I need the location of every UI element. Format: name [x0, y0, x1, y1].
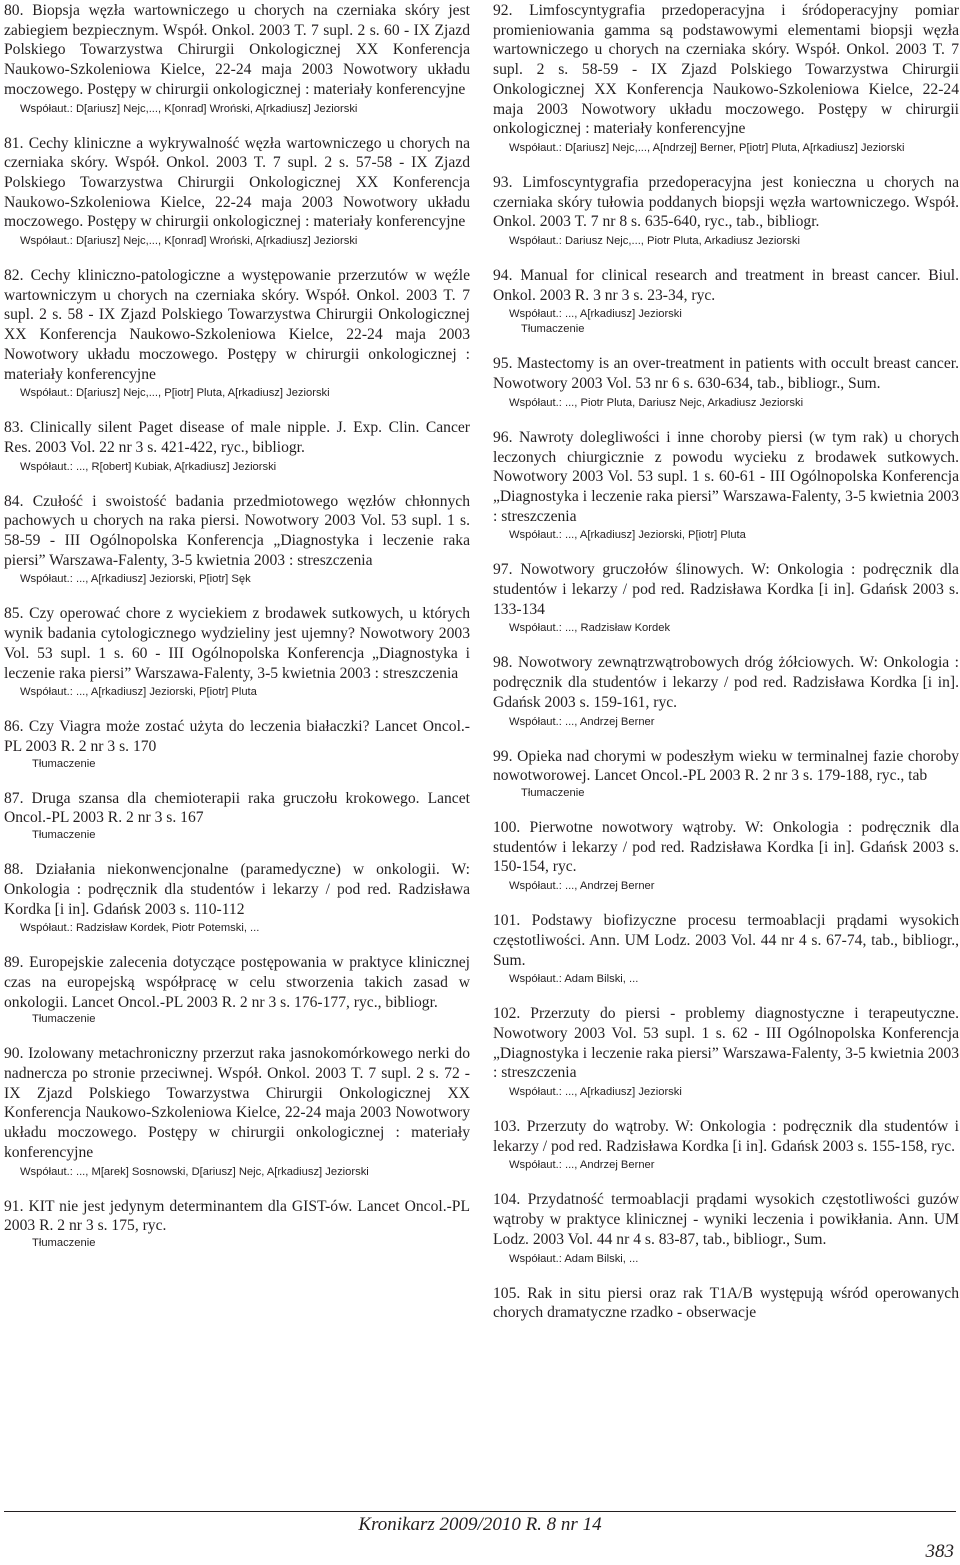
- entry-citation: Izolowany metachroniczny przerzut raka jasnokomórkowego nerki do nadnercza po stronie przeciwnej. Współ. Onkol. 2003 T. 7 supl. 2 s. 72 - IX Zjazd Polskiego Towarzystwa Chirurgii Onkologicznej XX Konferencja Naukowo-Szkoleniowa Kielce, 22-24 maja 2003 Nowotwory układu moczowego. Postępy w chirurgii onkologicznej : materiały konferencyjne: [4, 1045, 470, 1161]
- entry-citation: Limfoscyntygrafia przedoperacyjna i śródoperacyjny pomiar promieniowania gamma są podstawowymi elementami biopsji węzła wartowniczego u chorych na czerniaka skóry. Współ. Onkol. 2003 T. 7 supl. 2 s. 58-59 - IX Zjazd Polskiego Towarzystwa Chirurgii Onkologicznej XX Konferencja Naukowo-Szkoleniowa Kielce, 22-24 maja 2003 Nowotwory układu moczowego. Postępy w chirurgii onkologicznej : materiały konferencyjne: [493, 2, 959, 138]
- entry-number: 91.: [4, 1197, 24, 1215]
- entry-citation: KIT nie jest jedynym determinantem dla GIST-ów. Lancet Oncol.-PL 2003 R. 2 nr 3 s. 175, ryc.: [4, 1197, 470, 1235]
- bibliography-entry: [493, 560, 959, 636]
- bibliography-entry: [493, 354, 959, 410]
- entry-number: 94.: [493, 267, 513, 285]
- bibliography-entry: [4, 604, 470, 700]
- bibliography-entry: [493, 818, 959, 894]
- entry-coauthors: Współaut.: D[ariusz] Nejc,..., K[onrad] Wroński, A[rkadiusz] Jeziorski: [20, 102, 358, 115]
- entry-citation: Cechy kliniczne a wykrywalność węzła wartowniczego u chorych na czerniaka skóry. Współ. Onkol. 2003 T. 7 supl. 2 s. 57-58 - IX Zjazd Polskiego Towarzystwa Chirurgii Onkologicznej XX Konferencja Naukowo-Szkoleniowa Kielce, 22-24 maja 2003 Nowotwory układu moczowego. Postępy w chirurgii onkologicznej : materiały konferencyjne: [4, 134, 471, 231]
- entry-text: [493, 266, 959, 305]
- entry-text: [493, 911, 959, 970]
- entry-coauthors: Współaut.: ..., A[rkadiusz] Jeziorski, P[iotr] Pluta: [20, 686, 257, 699]
- entry-text: [4, 1044, 470, 1162]
- footer-title: Kronikarz 2009/2010 R. 8 nr 14: [358, 1514, 602, 1535]
- entry-note: Tłumaczenie: [521, 786, 585, 799]
- entry-citation: Działania niekonwencjonalne (paramedyczne) w onkologii. W: Onkologia : podręcznik dla studentów i lekarzy / pod red. Radzisława Kordka [i in]. Gdańsk 2003 s. 110-112: [4, 861, 470, 918]
- entry-coauthors: Współaut.: ..., Andrzej Berner: [509, 715, 655, 728]
- bibliography-entry: [493, 173, 959, 249]
- entry-text: [493, 653, 959, 712]
- entry-number: 84.: [4, 492, 24, 510]
- entry-number: 82.: [4, 267, 24, 285]
- entry-number: 98.: [493, 654, 513, 672]
- bibliography-entry: [4, 134, 470, 250]
- bibliography-entry: [493, 747, 959, 801]
- entry-citation: Nowotwory zewnątrzwątrobowych dróg żółciowych. W: Onkologia : podręcznik dla studentów i lekarzy / pod red. Radzisława Kordka [i in]. Gdańsk 2003 s. 159-161, ryc.: [493, 654, 959, 711]
- entry-number: 102.: [493, 1005, 521, 1023]
- entry-text: [4, 789, 470, 828]
- entry-coauthors: Współaut.: D[ariusz] Nejc,..., P[iotr] Pluta, A[rkadiusz] Jeziorski: [20, 387, 330, 400]
- bibliography-entry: [4, 1197, 470, 1251]
- bibliography-entry: [4, 492, 470, 588]
- entry-number: 95.: [493, 355, 513, 373]
- entry-citation: Przydatność termoablacji prądami wysokich częstotliwości guzów wątroby w praktyce klinicznej - wyniki leczenia i powikłania. Ann. UM Lodz. 2003 Vol. 44 nr 4 s. 83-87, tab., bibliogr., Sum.: [493, 1191, 959, 1248]
- entry-citation: Clinically silent Paget disease of male nipple. J. Exp. Clin. Cancer Res. 2003 Vol. 22 nr 3 s. 421-422, ryc., bibliogr.: [4, 419, 470, 456]
- entry-number: 87.: [4, 789, 24, 807]
- entry-text: [4, 1, 470, 100]
- entry-citation: Europejskie zalecenia dotyczące postępowania w praktyce klinicznej czas na europejską współpracę w celu stworzenia takich zasad w onkologii. Lancet Oncol.-PL 2003 R. 2 nr 3 s. 176-177, ryc., bibliogr.: [4, 954, 471, 1011]
- entry-citation: Rak in situ piersi oraz rak T1A/B występują wśród operowanych chorych dramatyczne rzadko - obserwacje: [493, 1284, 959, 1322]
- entry-text: [4, 134, 470, 233]
- entry-text: [493, 1190, 959, 1249]
- entry-number: 100.: [493, 818, 521, 836]
- entry-number: 86.: [4, 718, 24, 736]
- bibliography-entry: [4, 860, 470, 936]
- entry-citation: Limfoscyntygrafia przedoperacyjna jest konieczna u chorych na czerniaka skóry tułowia poddanych biopsji węzła wartowniczego. Współ. Onkol. 2003 T. 7 nr 8 s. 635-640, ryc., tab., bibliogr.: [493, 173, 960, 231]
- entry-coauthors: Współaut.: D[ariusz] Nejc,..., A[ndrzej] Berner, P[iotr] Pluta, A[rkadiusz] Jeziorski: [509, 141, 905, 154]
- entry-number: 85.: [4, 605, 24, 623]
- entry-coauthors: Współaut.: ..., Piotr Pluta, Dariusz Nejc, Arkadiusz Jeziorski: [509, 396, 804, 409]
- entry-text: [493, 747, 959, 786]
- bibliography-entry: [4, 717, 470, 771]
- entry-text: [4, 266, 470, 384]
- bibliography-entry: [493, 653, 959, 729]
- entry-text: [493, 354, 959, 393]
- entry-citation: Przerzuty do piersi - problemy diagnostyczne i terapeutyczne. Nowotwory 2003 Vol. 53 supl. 1 s. 62 - III Ogólnopolska Konferencja „Diagnostyka i leczenie raka piersi” Warszawa-Falenty, 3-5 kwietnia 2003 : streszczenia: [493, 1005, 959, 1082]
- entry-text: [4, 1197, 470, 1236]
- bibliography-entry: [4, 266, 470, 401]
- entry-citation: Manual for clinical research and treatment in breast cancer. Biul. Onkol. 2003 R. 3 nr 3 s. 23-34, ryc.: [493, 267, 959, 304]
- entry-coauthors: Współaut.: ..., M[arek] Sosnowski, D[ariusz] Nejc, A[rkadiusz] Jeziorski: [20, 1165, 369, 1178]
- entry-citation: Pierwotne nowotwory wątroby. W: Onkologia : podręcznik dla studentów i lekarzy / pod red. Radzisława Kordka [i in]. Gdańsk 2003 s. 150-154, ryc.: [493, 818, 959, 876]
- entry-number: 89.: [4, 954, 24, 972]
- bibliography-entry: [493, 1117, 959, 1173]
- bibliography-entry: [493, 1004, 959, 1100]
- entry-text: [4, 953, 470, 1012]
- left-column: [4, 1, 470, 1268]
- entry-number: 80.: [4, 2, 24, 19]
- entry-citation: Cechy kliniczno-patologiczne a występowanie przerzutów w węźle wartowniczym u chorych na czerniaka skóry. Współ. Onkol. 2003 T. 7 supl. 2 s. 58 - IX Zjazd Polskiego Towarzystwa Chirurgii Onkologicznej XX Konferencja Naukowo-Szkoleniowa Kielce, 22-24 maja 2003 Nowotwory układu moczowego. Postępy w chirurgii onkologicznej : materiały konferencyjne: [4, 267, 471, 383]
- entry-coauthors: Współaut.: Radzisław Kordek, Piotr Potemski, ...: [20, 922, 260, 935]
- entry-citation: Mastectomy is an over-treatment in patients with occult breast cancer. Nowotwory 2003 Vol. 53 nr 6 s. 630-634, tab., bibliogr., Sum.: [493, 355, 959, 393]
- bibliography-entry: [4, 789, 470, 843]
- entry-citation: Nowotwory gruczołów ślinowych. W: Onkologia : podręcznik dla studentów i lekarzy / pod red. Radzisława Kordka [i in]. Gdańsk 2003 s. 133-134: [493, 561, 959, 618]
- entry-coauthors: Współaut.: ..., R[obert] Kubiak, A[rkadiusz] Jeziorski: [20, 460, 277, 473]
- entry-text: [4, 418, 470, 457]
- right-column: [493, 1, 959, 1340]
- entry-text: [493, 818, 959, 877]
- entry-coauthors: Współaut.: ..., A[rkadiusz] Jeziorski: [509, 1086, 682, 1099]
- entry-number: 103.: [493, 1118, 521, 1136]
- entry-coauthors: Współaut.: ..., Andrzej Berner: [509, 880, 655, 893]
- entry-text: [493, 173, 959, 232]
- entry-number: 104.: [493, 1191, 521, 1209]
- entry-number: 83.: [4, 419, 24, 437]
- entry-text: [493, 428, 959, 527]
- entry-number: 96.: [493, 428, 513, 446]
- entry-number: 81.: [4, 134, 24, 152]
- entry-citation: Czy Viagra może zostać użyta do leczenia białaczki? Lancet Oncol.-PL 2003 R. 2 nr 3 s. 170: [4, 718, 470, 755]
- entry-number: 92.: [493, 2, 513, 19]
- entry-citation: Druga szansa dla chemioterapii raka gruczołu krokowego. Lancet Oncol.-PL 2003 R. 2 nr 3 s. 167: [4, 789, 470, 827]
- entry-note: Tłumaczenie: [32, 829, 96, 842]
- entry-citation: Nawroty dolegliwości i inne choroby piersi (w tym rak) u chorych leczonych chiurgicznie z powodu wycieku z brodawek sutkowych. Nowotwory 2003 Vol. 53 supl. 1 s. 60-61 - III Ogólnopolska Konferencja „Diagnostyka i leczenie raka piersi” Warszawa-Falenty, 3-5 kwietnia 2003 : streszczenia: [493, 428, 959, 525]
- bibliography-entry: [493, 266, 959, 337]
- entry-text: [493, 560, 959, 619]
- entry-text: [4, 604, 470, 683]
- entry-number: 90.: [4, 1045, 24, 1063]
- page-number: 383: [925, 1541, 954, 1562]
- entry-text: [493, 1, 959, 139]
- entry-text: [4, 492, 470, 571]
- bibliography-entry: [493, 1, 959, 156]
- bibliography-entry: [493, 1190, 959, 1266]
- entry-text: [4, 860, 470, 919]
- entry-citation: Przerzuty do wątroby. W: Onkologia : podręcznik dla studentów i lekarzy / pod red. Radzisława Kordka [i in]. Gdańsk 2003 s. 155-158, ryc.: [493, 1118, 959, 1155]
- entry-coauthors: Współaut.: Dariusz Nejc,..., Piotr Pluta, Arkadiusz Jeziorski: [509, 235, 800, 248]
- entry-coauthors: Współaut.: ..., A[rkadiusz] Jeziorski, P[iotr] Pluta: [509, 529, 746, 542]
- entry-coauthors: Współaut.: Adam Bilski, ...: [509, 1252, 639, 1265]
- entry-citation: Opieka nad chorymi w podeszłym wieku w terminalnej fazie choroby nowotworowej. Lancet Oncol.-PL 2003 R. 2 nr 3 s. 179-188, ryc., tab: [493, 747, 959, 785]
- entry-text: [4, 717, 470, 756]
- entry-note: Tłumaczenie: [32, 1013, 96, 1026]
- entry-coauthors: Współaut.: ..., Radzisław Kordek: [509, 622, 671, 635]
- bibliography-entry: [4, 418, 470, 474]
- entry-coauthors: Współaut.: D[ariusz] Nejc,..., K[onrad] Wroński, A[rkadiusz] Jeziorski: [20, 235, 358, 248]
- bibliography-entry: [493, 911, 959, 987]
- bibliography-entry: [493, 428, 959, 544]
- entry-coauthors: Współaut.: ..., A[rkadiusz] Jeziorski, P[iotr] Sęk: [20, 573, 251, 586]
- entry-note: Tłumaczenie: [521, 323, 585, 336]
- entry-note: Tłumaczenie: [32, 1236, 96, 1249]
- entry-text: [493, 1284, 959, 1323]
- entry-number: 99.: [493, 747, 513, 765]
- entry-number: 97.: [493, 561, 513, 579]
- entry-citation: Podstawy biofizyczne procesu termoablacji prądami wysokich częstotliwości. Ann. UM Lodz. 2003 Vol. 44 nr 4 s. 67-74, tab., bibliogr., Sum.: [493, 912, 959, 969]
- entry-citation: Czułość i swoistość badania przedmiotowego węzłów chłonnych pachowych u chorych na raka piersi. Nowotwory 2003 Vol. 53 supl. 1 s. 58-59 - III Ogólnopolska Konferencja „Diagnostyka i leczenie raka piersi” Warszawa-Falenty, 3-5 kwietnia 2003 : streszczenia: [4, 492, 471, 569]
- bibliography-entry: [4, 953, 470, 1027]
- entry-coauthors: Współaut.: Adam Bilski, ...: [509, 973, 639, 986]
- footer-rule: [4, 1511, 956, 1512]
- entry-number: 88.: [4, 861, 24, 879]
- entry-coauthors: Współaut.: ..., A[rkadiusz] Jeziorski: [509, 308, 682, 321]
- entry-number: 105.: [493, 1284, 521, 1302]
- entry-text: [493, 1004, 959, 1083]
- entry-number: 101.: [493, 912, 521, 930]
- bibliography-entry: [493, 1284, 959, 1323]
- entry-citation: Czy operować chore z wyciekiem z brodawek sutkowych, u których wynik badania cytologicznego wydzieliny jest ujemny? Nowotwory 2003 Vol. 53 supl. 1 s. 60 - III Ogólnopolska Konferencja „Diagnostyka i leczenie raka piersi” Warszawa-Falenty, 3-5 kwietnia 2003 : streszczenia: [4, 605, 470, 682]
- bibliography-entry: [4, 1, 470, 117]
- entry-citation: Biopsja węzła wartowniczego u chorych na czerniaka skóry jest zabiegiem bezpiecznym. Współ. Onkol. 2003 T. 7 supl. 2 s. 60 - IX Zjazd Polskiego Towarzystwa Chirurgii Onkologicznej XX Konferencja Naukowo-Szkoleniowa Kielce, 22-24 maja 2003 Nowotwory układu moczowego. Postępy w chirurgii onkologicznej : materiały konferencyjne: [4, 2, 470, 98]
- entry-coauthors: Współaut.: ..., Andrzej Berner: [509, 1159, 655, 1172]
- entry-number: 93.: [493, 173, 513, 191]
- entry-note: Tłumaczenie: [32, 757, 96, 770]
- entry-text: [493, 1117, 959, 1156]
- bibliography-entry: [4, 1044, 470, 1179]
